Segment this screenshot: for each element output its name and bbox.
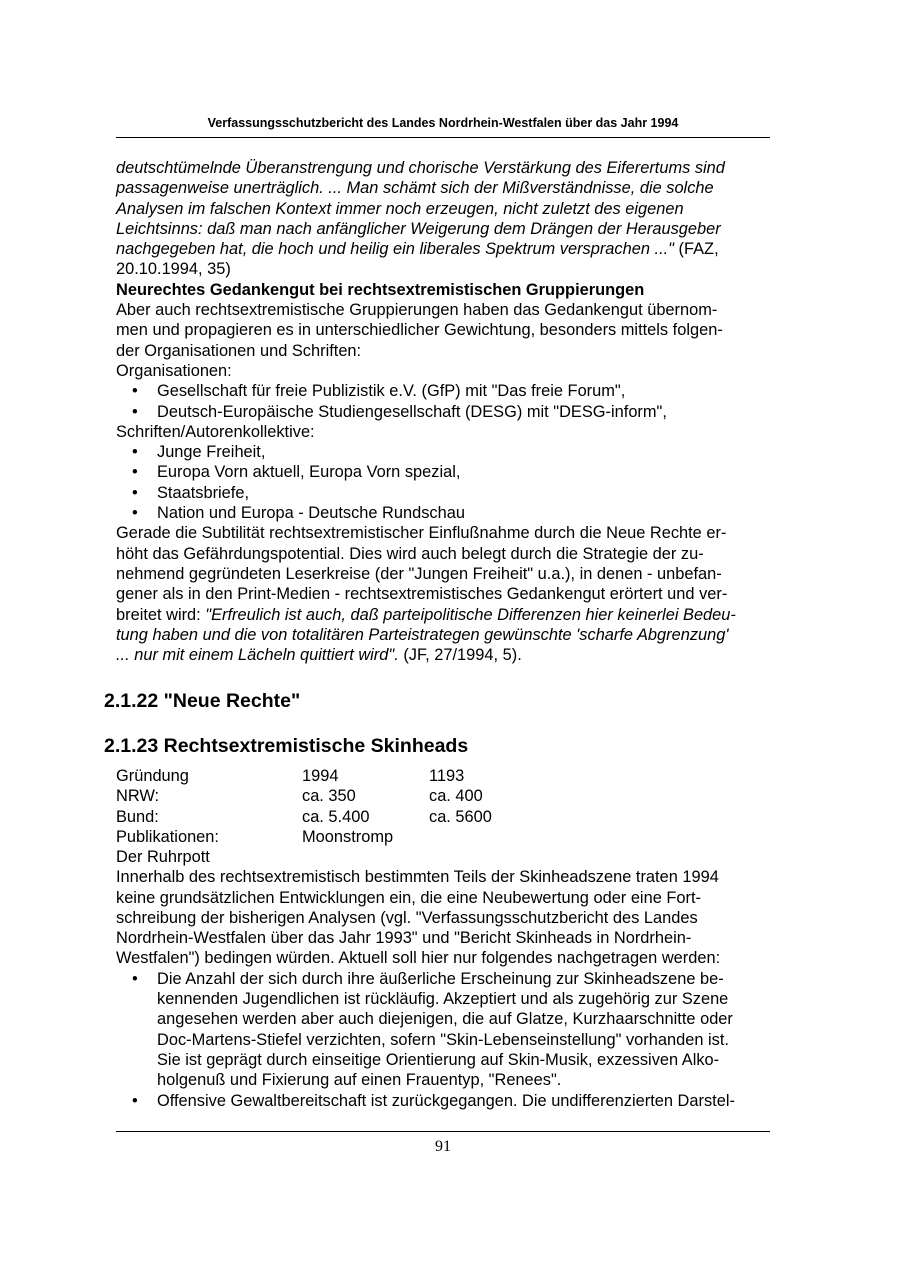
table-cell: ca. 5.400 [302, 807, 370, 826]
quote-source: (FAZ, [674, 240, 719, 259]
quote-line: Analysen im falschen Kontext immer noch erzeugen, nicht zuletzt des eigenen [116, 199, 684, 218]
list-item: • Offensive Gewaltbereitschaft ist zurückgegangen. Die undifferenzierten Darstel- [116, 1091, 776, 1111]
organisations-label: Organisationen: [116, 361, 232, 380]
section-heading-2-1-22: 2.1.22 "Neue Rechte" [104, 690, 301, 712]
paragraph-line: schreibung der bisherigen Analysen (vgl. "Verfassungsschutzbericht des Landes [116, 908, 698, 927]
intro-line: Aber auch rechtsextremistische Gruppierungen haben das Gedankengut übernom- [116, 301, 718, 320]
jf-quote-line: tung haben und die von totalitären Parteistrategen gewünschte 'scharfe Abgrenzung' [116, 625, 729, 644]
skinheads-stats-table [116, 766, 492, 847]
page-number: 91 [435, 1138, 451, 1155]
skinheads-text-block [116, 847, 776, 1111]
bullet-line: holgenuß und Fixierung auf einen Frauentyp, "Renees". [157, 1071, 562, 1090]
header-rule [116, 137, 770, 138]
jf-quote-text: ... nur mit einem Lächeln quittiert wird". [116, 646, 399, 665]
quote-line: passagenweise unerträglich. ... Man schämt sich der Mißverständnisse, die solche [116, 179, 714, 198]
list-item: • Staatsbriefe, [116, 483, 776, 503]
table-cell: 1193 [429, 767, 465, 785]
list-item: • Gesellschaft für freie Publizistik e.V. (GfP) mit "Das freie Forum", [116, 381, 776, 401]
table-row [116, 807, 492, 827]
table-row [116, 827, 492, 847]
paragraph-line: gener als in den Print-Medien - rechtsextremistisches Gedankengut erörtert und ver- [116, 585, 728, 604]
writings-list [116, 442, 776, 523]
jf-quote-text: "Erfreulich ist auch, daß parteipolitische Differenzen hier keinerlei Bedeu- [205, 605, 736, 624]
paragraph-line: nehmend gegründeten Leserkreise (der "Jungen Freiheit" u.a.), in denen - unbefan- [116, 564, 722, 583]
paragraph-line: Innerhalb des rechtsextremistisch bestimmten Teils der Skinheadszene traten 1994 [116, 868, 719, 887]
table-cell: NRW: [116, 787, 160, 806]
writings-label: Schriften/Autorenkollektive: [116, 422, 315, 441]
running-header: Verfassungsschutzbericht des Landes Nordrhein-Westfalen über das Jahr 1994 [207, 116, 679, 130]
jf-citation: (JF, 27/1994, 5). [398, 646, 522, 665]
paragraph-text: breitet wird: [116, 605, 206, 624]
table-cell: ca. 400 [429, 787, 483, 806]
list-item: • Nation und Europa - Deutsche Rundschau [116, 503, 776, 523]
section-heading-2-1-23: 2.1.23 Rechtsextremistische Skinheads [104, 735, 469, 757]
skinheads-bullets [116, 969, 776, 1111]
bullet-line: Doc-Martens-Stiefel verzichten, sofern "Skin-Lebenseinstellung" vorhanden ist. [157, 1030, 729, 1049]
paragraph-line: Westfalen") bedingen würden. Aktuell soll hier nur folgendes nachgetragen werden: [116, 949, 721, 968]
table-row [116, 766, 492, 786]
main-text-block [116, 158, 776, 665]
list-item: • Europa Vorn aktuell, Europa Vorn spezial, [116, 462, 776, 482]
quote-line [116, 239, 776, 259]
paragraph-line [116, 645, 776, 665]
footer-rule [116, 1131, 770, 1132]
table-cell: ca. 350 [302, 787, 356, 806]
paragraph-line [116, 605, 776, 625]
organisations-list [116, 381, 776, 422]
bullet-line: kennenden Jugendlichen ist rückläufig. Akzeptiert und als zugehörig zur Szene [157, 990, 729, 1009]
intro-line: der Organisationen und Schriften: [116, 341, 362, 360]
table-cell: Bund: [116, 807, 159, 826]
list-item: • Junge Freiheit, [116, 442, 776, 462]
list-item: • Deutsch-Europäische Studiengesellschaft (DESG) mit "DESG-inform", [116, 402, 776, 422]
quote-citation: 20.10.1994, 35) [116, 260, 231, 279]
paragraph-line: Nordrhein-Westfalen über das Jahr 1993" und "Bericht Skinheads in Nordrhein- [116, 929, 692, 948]
table-cell: 1994 [302, 767, 339, 785]
table-row [116, 786, 492, 806]
list-item [116, 969, 776, 1091]
section-heading: Neurechtes Gedankengut bei rechtsextremistischen Gruppierungen [116, 280, 645, 299]
bullet-line: Die Anzahl der sich durch ihre äußerliche Erscheinung zur Skinheadszene be- [157, 969, 724, 988]
publication-extra: Der Ruhrpott [116, 848, 210, 866]
bullet-line: Sie ist geprägt durch einseitige Orientierung auf Skin-Musik, exzessiven Alko- [157, 1050, 720, 1069]
table-cell: Gründung [116, 767, 189, 785]
quote-line: deutschtümelnde Überanstrengung und chorische Verstärkung des Eiferertums sind [116, 159, 725, 177]
table-cell: Publikationen: [116, 827, 219, 846]
paragraph-line: höht das Gefährdungspotential. Dies wird auch belegt durch die Strategie der zu- [116, 544, 704, 563]
paragraph-line: keine grundsätzlichen Entwicklungen ein, die eine Neubewertung oder eine Fort- [116, 888, 701, 907]
quote-line: Leichtsinns: daß man nach anfänglicher Weigerung dem Drängen der Herausgeber [116, 219, 721, 238]
quote-text: nachgegeben hat, die hoch und heilig ein liberales Spektrum versprachen ..." [116, 240, 674, 259]
table-cell: Moonstromp [302, 827, 394, 846]
intro-line: men und propagieren es in unterschiedlicher Gewichtung, besonders mittels folgen- [116, 321, 723, 340]
bullet-line: angesehen werden aber auch diejenigen, die auf Glatze, Kurzhaarschnitte oder [157, 1010, 733, 1029]
paragraph-line: Gerade die Subtilität rechtsextremistischer Einflußnahme durch die Neue Rechte er- [116, 524, 727, 543]
table-cell [429, 827, 492, 847]
table-cell: ca. 5600 [429, 807, 492, 826]
